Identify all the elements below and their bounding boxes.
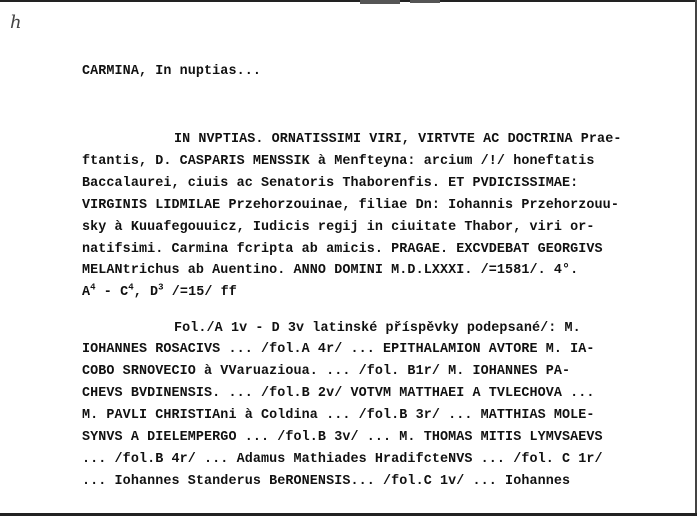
paragraph1-line: VIRGINIS LIDMILAE Przehorzouinae, filiae Dn: Iohannis Przehorzouu- [82,198,619,213]
top-smudge [360,0,400,4]
paragraph2-line: ... /fol.B 4r/ ... Adamus Mathiades HradifcteNVS ... /fol. C 1r/ [82,452,603,467]
paragraph2-line: M. PAVLI CHRISTIAni à Coldina ... /fol.B 3r/ ... MATTHIAS MOLE- [82,408,595,423]
heading: CARMINA, In nuptias... [82,64,261,79]
top-smudge [410,0,440,3]
paragraph2-line: IOHANNES ROSACIVS ... /fol.A 4r/ ... EPITHALAMION AVTORE M. IA- [82,342,595,357]
paragraph1-line: sky à Kuuafegouuicz, Iudicis regij in ciuitate Thabor, viri or- [82,220,595,235]
paragraph1-line: ftantis, D. CASPARIS MENSSIK à Menfteyna: arcium /!/ honeftatis [82,154,595,169]
paragraph1-line: IN NVPTIAS. ORNATISSIMI VIRI, VIRTVTE AC DOCTRINA Prae- [174,132,622,147]
paragraph2-line: CHEVS BVDINENSIS. ... /fol.B 2v/ VOTVM MATTHAEI A TVLECHOVA ... [82,386,595,401]
paragraph2-line: COBO SRNOVECIO à VVaruazioua. ... /fol. B1r/ M. IOHANNES PA- [82,364,571,379]
collation-a: A [82,285,91,300]
paragraph1-line: natifsimi. Carmina fcripta ab amicis. PRAGAE. EXCVDEBAT GEORGIVS [82,242,603,257]
top-border [0,0,697,2]
paragraph2-line: ... Iohannes Standerus BeRONENSIS... /fol.C 1v/ ... Iohannes [82,474,571,489]
collation-c-sup: 4 [128,282,134,293]
collation-sep: - C [95,285,129,300]
paragraph2-line: Fol./A 1v - D 3v latinské příspěvky podepsané/: M. [174,321,581,336]
collation-rest: /=15/ ff [163,285,237,300]
collation-a-sup: 4 [90,282,96,293]
paragraph1-line: Baccalaurei, ciuis ac Senatoris Thaborenfis. ET PVDICISSIMAE: [82,176,579,191]
collation-line [82,282,237,301]
handwritten-mark: h [10,12,22,33]
collation-d: , D [133,285,159,300]
paragraph2-line: SYNVS A DIELEMPERGO ... /fol.B 3v/ ... M. THOMAS MITIS LYMVSAEVS [82,430,603,445]
collation-d-sup: 3 [158,282,164,293]
paragraph1-line: MELANtrichus ab Auentino. ANNO DOMINI M.D.LXXXI. /=1581/. 4°. [82,263,579,278]
